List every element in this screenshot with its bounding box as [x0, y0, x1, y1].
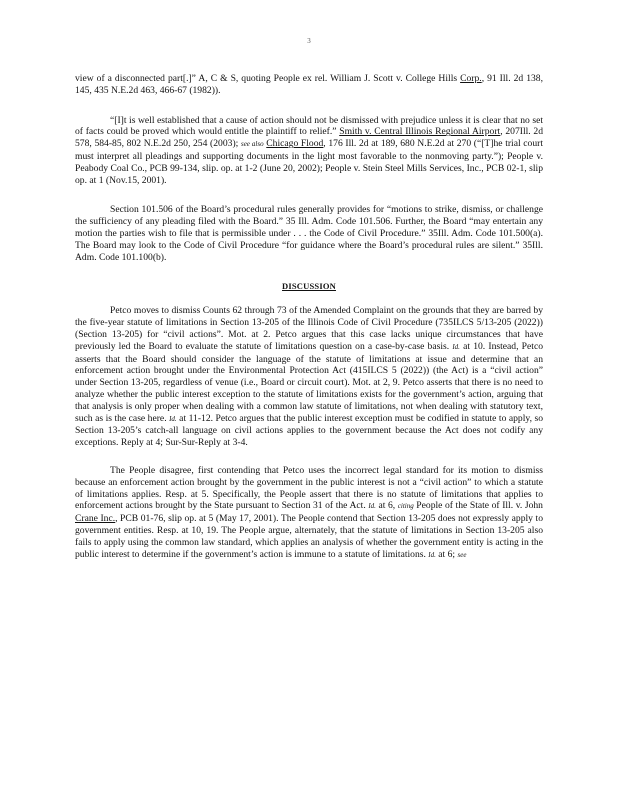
document-body — [75, 73, 543, 579]
text-run: , 176 Ill. 2d at 189, 680 N.E.2d at 270 (“[T]he trial court must interpret all pleadings and supporting documents in the light most favorable to the nonmoving party.”); People v. Peabody Coal Co., PCB 99-134, slip. op. at 1-2 (June 20, 2002); People v. Stein Steel Mills Services, Inc., PCB 02-1, slip op. at 1 (Nov.15, 2001). — [75, 138, 544, 186]
text-run: People of the State of Ill. v. John — [413, 500, 543, 512]
section-heading: DISCUSSION — [282, 281, 336, 292]
paragraph-procedural-rules — [75, 204, 543, 263]
text-run: at 6; — [435, 548, 458, 560]
case-citation: Chicago Flood — [266, 138, 324, 150]
text-run: , 91 Ill. 2d 138, 145, 435 N.E.2d 463, 466-67 (1982)). — [75, 73, 543, 96]
text-run: at 6, — [375, 500, 398, 512]
paragraph-people-argument — [75, 465, 543, 561]
citation-signal: see also — [240, 140, 264, 149]
text-run: “[I]t is well established that a cause of action should not be dismissed with prejudice unless it is clear that no set of facts could be proved which would entitle the plaintiff to relief.” — [75, 114, 543, 138]
text-run: Section 101.506 of the Board’s procedural rules generally provides for “motions to strike, dismiss, or challenge the sufficiency of any pleading filed with the Board.” 35 Ill. Adm. Code 101.506. Further, the Board “may entertain any motion the parties wish to file that is permissible under . . . the Code of Civil Procedure.” 35Ill. Adm. Code 101.500(a). The Board may look to the Code of Civil Procedure “for guidance where the Board’s procedural rules are silent.” 35Ill. Adm. Code 101.100(b). — [75, 204, 543, 263]
text-run: The People disagree, first contending that Petco uses the incorrect legal standard for its motion to dismiss because an enforcement action brought by the government in the public interest is not a “civil action” to which a statute of limitations applies. Resp. at 5. Specifically, the People assert that there is no statute of limitations that applies to enforcement actions brought by the State pursuant to Section 31 of the Act. — [75, 464, 543, 512]
text-run: , 207Ill. 2d 578, 584-85, 802 N.E.2d 250, 254 (2003); — [75, 126, 544, 150]
citation-signal: Id. — [169, 414, 177, 423]
citation-signal: Id. — [428, 550, 436, 559]
text-run: at 10. Instead, Petco asserts that the Board should consider the language of the statute of limitations at issue and determine that an enforcement action brought under the Environmental Protection Act (415ILCS 5 (2022)) (the Act) is a “civil action” under Section 13-205, regardless of venue (i.e., Board or circuit court). Mot. at 2, 9. Petco asserts that there is no need to analyze whether the public interest exception to the statute of limitations exists for the government’s action, arguing that that analysis is only proper when dealing with a common law statute of limitations, not when dealing with statutory text, such as is the case here. — [75, 340, 543, 424]
case-citation: Corp. — [460, 73, 482, 84]
text-run: , PCB 01-76, slip op. at 5 (May 17, 2001). The People contend that Section 13-205 does not expressly apply to government entities. Resp. at 10, 19. The People argue, alternately, that the statute of limitations in Section 13-205 also fails to apply using the common law standard, which applies an analysis of whether the government entity is acting in the public interest to determine if the government’s action is immune to a statute of limitations. — [75, 513, 543, 560]
case-citation: Crane Inc. — [75, 513, 116, 525]
text-run: Petco moves to dismiss Counts 62 through 73 of the Amended Complaint on the grounds that they are barred by the five-year statute of limitations in Section 13-205 of the Illinois Code of Civil Procedure (735ILCS 5/13-205 (2022)) (Section 13-205) for “civil actions”. Mot. at 2. Petco argues that this case lacks unique circumstances that have previously led the Board to evaluate the statute of limitations question on a case-by-case basis. — [75, 305, 543, 352]
citation-signal: Id. — [368, 502, 376, 511]
paragraph-dismissal-standard — [75, 115, 543, 187]
citation-signal: Id. — [452, 342, 460, 351]
text-run: view of a disconnected part[.]” A, C & S, quoting People ex rel. William J. Scott v. College Hills — [75, 73, 461, 84]
text-run: at 11-12. Petco argues that the public interest exception must be codified in statute to apply, so Section 13-205’s catch-all language on civil actions applies to the government because the Act does not codify any exceptions. Reply at 4; Sur-Sur-Reply at 3-4. — [75, 412, 543, 449]
paragraph-petco-argument — [75, 305, 543, 449]
paragraph-continuation — [75, 73, 543, 97]
page-number: 3 — [307, 37, 311, 45]
case-citation: Smith v. Central Illinois Regional Airport — [339, 126, 501, 138]
citation-signal: see — [457, 550, 467, 559]
citation-signal: citing — [397, 502, 414, 511]
